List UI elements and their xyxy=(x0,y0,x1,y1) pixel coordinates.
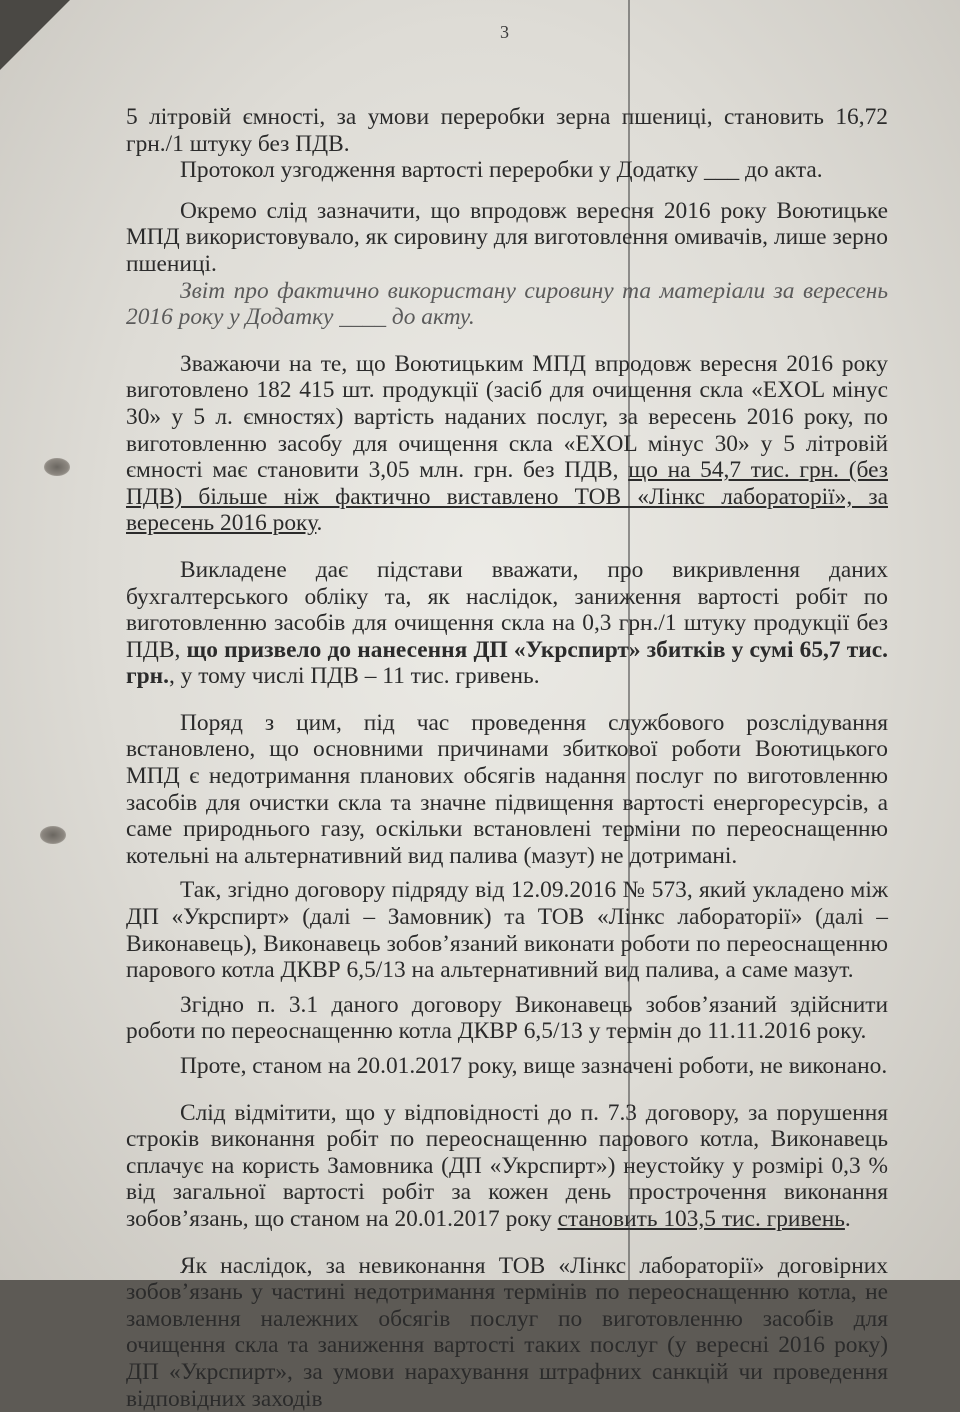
page-number: 3 xyxy=(500,22,509,42)
paragraph-7: Так, згідно договору підряду від 12.09.2016 № 573, який укладено між ДП «Укрспирт» (далі – Замовник) та ТОВ «Лінкс лабораторії» (далі – Виконавець), Виконавець зобов’язаний виконати роботи по переоснащенню парового котла ДКВР 6,5/13 на альтернативний вид палива, а саме мазут. xyxy=(126,877,888,984)
punch-hole xyxy=(40,826,66,844)
paragraph-6: Поряд з цим, під час проведення службового розслідування встановлено, що основними причинами збиткової роботи Воютицького МПД є недотримання планових обсягів надання послуг по виготовленню засобів для очистки скла та значне підвищення вартості енергоресурсів, а саме природнього газу, оскільки встановлені терміни по переоснащенню котельні на альтернативний вид палива (мазут) не дотримані. xyxy=(126,709,888,869)
folded-corner xyxy=(0,0,70,70)
underlined-text: що на 54,7 тис. грн. (без ПДВ) більше ніж фактично виставлено ТОВ «Лінкс лабораторії», за вересень 2016 року xyxy=(126,457,888,537)
bold-text: що призвело до нанесення ДП «Укрспирт» збитків у сумі 65,7 тис. грн. xyxy=(126,636,888,690)
paragraph-1: Протокол узгодження вартості переробки у Додатку ___ до акта. xyxy=(180,157,823,184)
paragraph-2: Окремо слід зазначити, що впродовж вересня 2016 року Воютицьке МПД використовувало, як сировину для виготовлення омивачів, лише зерно пшениці. xyxy=(126,197,888,277)
punch-hole xyxy=(44,458,70,476)
paragraph-5: Викладене дає підстави вважати, про викривлення даних бухгалтерського обліку та, як наслідок, заниження вартості робіт по виготовленню засобів для очищення скла на 0,3 грн./1 штуку продукції без ПДВ, що призвело до нанесення ДП «Укрспирт» збитків у сумі 65,7 тис. грн., у тому числі ПДВ – 11 тис. гривень. xyxy=(126,556,888,690)
document-body xyxy=(126,104,888,1412)
paragraph-0: 5 літровій ємності, за умови переробки зерна пшениці, становить 16,72 грн./1 штуку без ПДВ. xyxy=(126,104,888,157)
paragraph-4: Зважаючи на те, що Воютицьким МПД впродовж вересня 2016 року виготовлено 182 415 шт. продукції (засіб для очищення скла «EXOL мінус 30» у 5 л. ємностях) вартість наданих послуг, за вересень 2016 року, по виготовленню засобу для очищення скла «EXOL мінус 30» у 5 літровій ємності має становити 3,05 млн. грн. без ПДВ, що на 54,7 тис. грн. (без ПДВ) більше ніж фактично виставлено ТОВ «Лінкс лабораторії», за вересень 2016 року. xyxy=(126,350,888,537)
paragraph-11: Як наслідок, за невиконання ТОВ «Лінкс лабораторії» договірних зобов’язань у частині недотримання термінів по переоснащенню котла, не замовлення належних обсягів послуг по виготовленню засобів для очищення скла та заниження вартості таких послуг (у вересні 2016 року) ДП «Укрспирт», за умови нарахування штрафних санкцій чи проведення відповідних заходів xyxy=(126,1252,888,1412)
paragraph-9: Проте, станом на 20.01.2017 року, вище зазначені роботи, не виконано. xyxy=(180,1053,888,1079)
paragraph-10: Слід відмітити, що у відповідності до п. 7.3 договору, за порушення строків виконання робіт по переоснащенню парового котла, Виконавець сплачує на користь Замовника (ДП «Укрспирт») неустойку у розмірі 0,3 % від загальної вартості робіт за кожен день прострочення виконання зобов’язань, що станом на 20.01.2017 року становить 103,5 тис. гривень. xyxy=(126,1099,888,1232)
paragraph-3: Звіт про фактично використану сировину та матеріали за вересень 2016 року у Додатку ____ до акту. xyxy=(126,277,888,331)
paragraph-8: Згідно п. 3.1 даного договору Виконавець зобов’язаний здійснити роботи по переоснащенню котла ДКВР 6,5/13 у термін до 11.11.2016 року. xyxy=(126,991,888,1045)
underlined-text: становить 103,5 тис. гривень xyxy=(557,1205,845,1232)
